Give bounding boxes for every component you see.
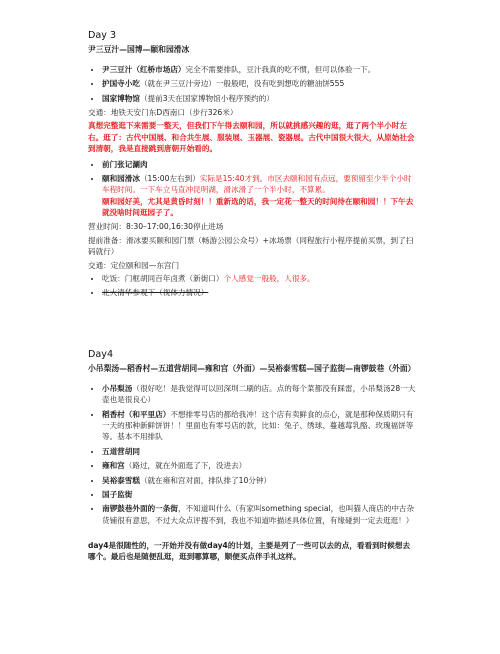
place-name: 小吊梨汤 <box>102 383 133 393</box>
list-item <box>102 78 416 89</box>
place-desc: ，不知道叫什么（有家叫something special，也叫猫人商店的中古杂货铺很有意思，不过大众点评搜不到，我也不知道咋描述具体位置，有缘碰到一定去逛逛！） <box>102 504 415 525</box>
place-name: 吴裕泰雪糕 <box>102 475 140 485</box>
list-item <box>102 64 416 75</box>
place-name: 南锣鼓巷外面的一条街 <box>102 504 178 514</box>
day4-heading: Day4 <box>88 349 114 360</box>
place-desc: 不想排零号店的都给我冲！这个店有卖鲜食的点心，就是那种保质期只有一天的那种新鲜饼饼！！里面也有零号店的款，比如：兔子、绣球、蔓越莓乳酪、玫瑰福饼等等。基本不用排队 <box>102 409 414 442</box>
day3-section <box>88 30 416 302</box>
summer-palace-highlight: 颐和园好美，尤其是黄昏时刻！！重新选的话，我一定花一整天的时间待在颐和园！！下午去就没啥时间逛园子了。 <box>102 196 414 218</box>
list-item <box>102 489 416 500</box>
traffic-note-2: 交通：定位颐和园—东宫门 <box>88 260 180 270</box>
list-item <box>102 446 416 457</box>
day3-list-1 <box>88 64 416 104</box>
day4-list <box>88 383 416 526</box>
meal-note: 吃饭：门框胡同百年卤煮（新街口） <box>102 274 224 284</box>
place-name: 国子监街 <box>102 489 133 499</box>
place-desc: （很好吃！是我觉得可以回深圳二刷的店。点的每个菜都没有踩雷，小吊梨汤28一大壶也是很良心） <box>102 383 416 405</box>
list-item <box>102 383 416 406</box>
list-item <box>102 503 416 526</box>
place-name: 颐和园滑冰 <box>102 173 140 183</box>
list-item <box>102 273 416 284</box>
list-item <box>102 93 416 104</box>
place-name: 尹三豆汁（红桥市场店） <box>102 64 186 74</box>
list-item <box>102 287 416 298</box>
place-desc: 完全不需要排队，豆汁我真的吃不惯，但可以体验一下。 <box>185 64 376 74</box>
place-name: 五道营胡同 <box>102 446 140 456</box>
place-name: 稻香村（和平里店） <box>102 409 171 419</box>
day3-heading: Day 3 <box>88 30 117 41</box>
cancelled-item: 北大清华参观下（视体力情况） <box>102 288 209 298</box>
day3-list-2 <box>88 159 416 219</box>
day3-list-3 <box>88 273 416 299</box>
place-name: 国家博物馆 <box>102 93 140 103</box>
place-desc: （路过，就在外面逛了下，没进去） <box>124 461 247 471</box>
list-item <box>102 460 416 471</box>
place-desc: （15:00左右到） <box>139 173 200 183</box>
place-name: 雍和宫 <box>102 461 125 471</box>
list-item <box>102 409 416 443</box>
day3-route: 尹三豆汁—国博—颐和园滑冰 <box>88 45 190 55</box>
day4-summary: day4是很随性的，一开始并没有做day4的计划，主要是列了一些可以去的点，看看到时候想去哪个。最后也是随便乱逛，逛到哪算哪，顺便买点伴手礼这样。 <box>88 541 411 562</box>
list-item <box>102 173 416 219</box>
list-item <box>102 475 416 486</box>
ticket-note: 提前准备：滑冰要买颐和园门票（畅游公园公众号）+冰场票（同程旅行小程序提前买票，到了扫码就行） <box>88 235 414 257</box>
place-desc: （提前3天在国家博物馆小程序预约的） <box>139 93 274 103</box>
museum-red-note: 真想完整逛下来需要一整天，但我们下午得去颐和园，所以就挑感兴趣的逛，逛了两个半小时左右。逛了：古代中国展、和合共生展、服装展、玉器展、瓷器展。古代中国很大很大，从原始社会到清朝，我是直接跳到唐朝开始看的。 <box>88 121 415 154</box>
meal-red-note: 个人感觉一般般，人很多。 <box>223 274 315 284</box>
place-name: 前门张记涮肉 <box>102 159 148 169</box>
day4-route: 小吊梨汤—稻香村—五道营胡同—雍和宫（外面）—吴裕泰雪糕—国子监街—南锣鼓巷（外面） <box>88 364 416 374</box>
list-item <box>102 159 416 170</box>
place-name: 护国寺小吃 <box>102 79 140 89</box>
place-desc: （就在尹三豆汁旁边）一般般吧，没有吃到想吃的糖油饼555 <box>139 79 345 89</box>
opening-hours: 营业时间：8:30–17:00,16:30停止进场 <box>88 222 224 232</box>
day4-section <box>88 349 416 565</box>
traffic-note: 交通：地铁天安门东D西南口（步行326米） <box>88 107 238 117</box>
place-red-desc: 实际是15:40才到。市区去颐和园有点远，要预留至少半个小时车程时间。一下车立马直冲昆明湖，滑冰滑了一个半小时，不算累。 <box>102 173 412 195</box>
place-desc: （就在雍和宫对面，排队排了10分钟） <box>139 475 272 485</box>
